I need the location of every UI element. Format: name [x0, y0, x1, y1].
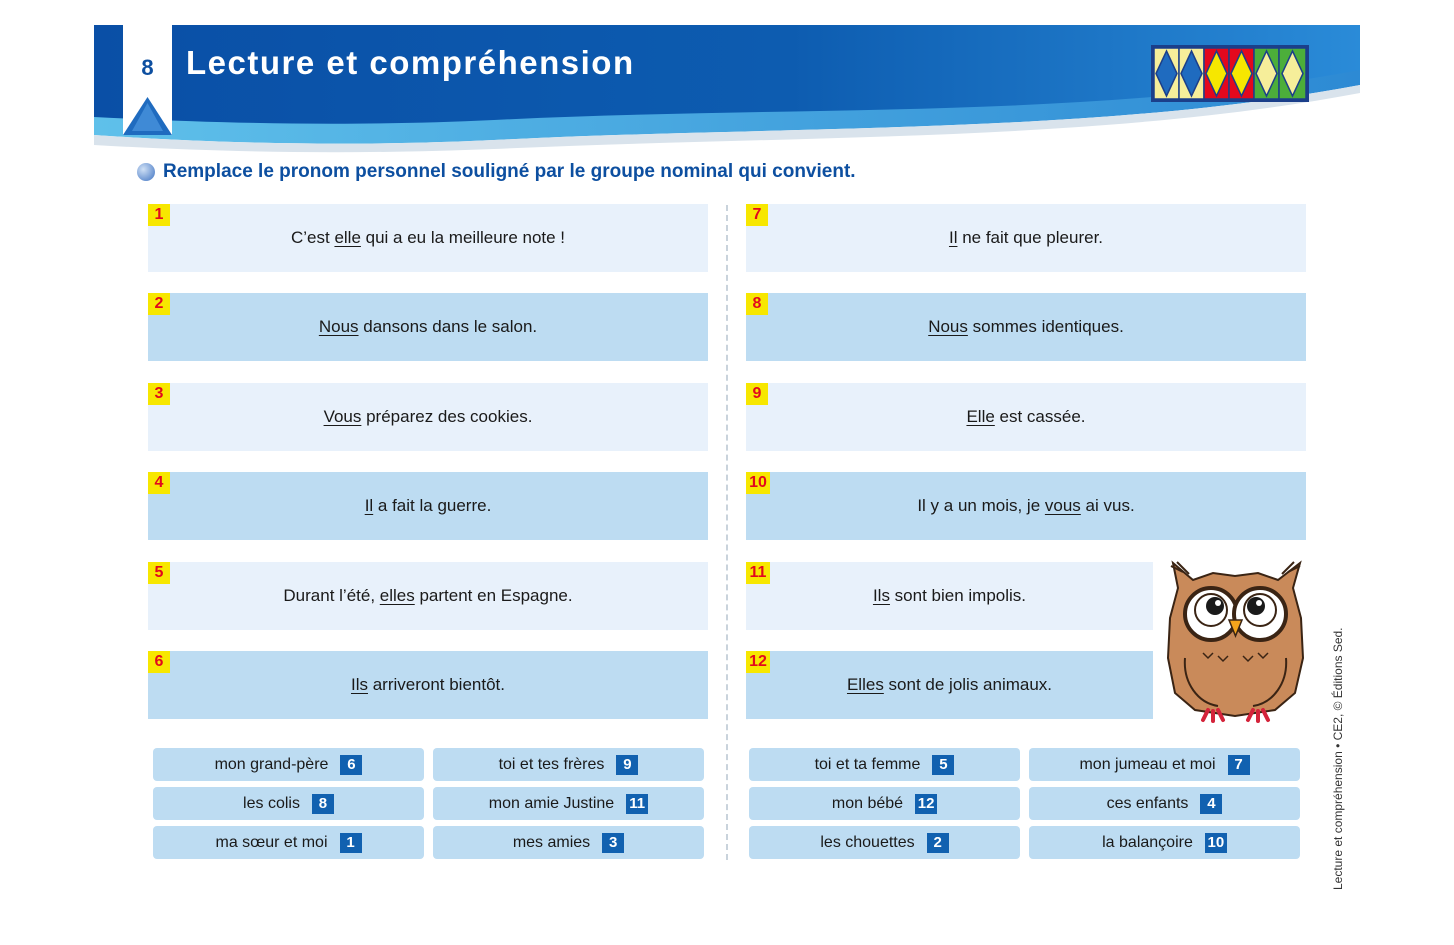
sentence-number: 12 — [746, 651, 770, 673]
owl-icon — [1163, 558, 1308, 723]
instruction-text: Remplace le pronom personnel souligné par le groupe nominal qui convient. — [163, 161, 856, 182]
sentence-number: 11 — [746, 562, 770, 584]
sentence-number: 2 — [148, 293, 170, 315]
pattern-logo-icon — [1151, 45, 1309, 102]
sentence-card — [746, 204, 1306, 272]
sentence-card — [148, 562, 708, 630]
underlined-pronoun: Il — [948, 228, 958, 247]
column-divider — [726, 205, 728, 860]
answer-label: toi et tes frères — [498, 755, 605, 773]
page-number-tab — [123, 25, 172, 135]
underlined-pronoun: vous — [1044, 496, 1081, 515]
answer-label: mon amie Justine — [488, 794, 615, 812]
sentence-number: 10 — [746, 472, 770, 494]
answer-chip — [1029, 748, 1300, 781]
sentence-card — [746, 562, 1153, 630]
answer-chip — [749, 787, 1020, 820]
underlined-pronoun: Ils — [872, 586, 890, 605]
answer-number: 7 — [1228, 755, 1250, 775]
answer-label: mon bébé — [831, 794, 904, 812]
underlined-pronoun: Il — [364, 496, 374, 515]
answer-number: 6 — [340, 755, 362, 775]
answer-label: mon jumeau et moi — [1079, 755, 1216, 773]
answer-chip — [153, 826, 424, 859]
answer-number: 9 — [616, 755, 638, 775]
answer-label: mes amies — [512, 833, 591, 851]
sentence-number: 3 — [148, 383, 170, 405]
sentence-card — [746, 472, 1306, 540]
answer-number: 1 — [340, 833, 362, 853]
answer-number: 8 — [312, 794, 334, 814]
answer-label: ma sœur et moi — [215, 833, 328, 851]
answer-chip — [1029, 826, 1300, 859]
sentence-card — [148, 383, 708, 451]
answer-number: 5 — [932, 755, 954, 775]
sentence-card — [148, 472, 708, 540]
answer-label: ces enfants — [1106, 794, 1189, 812]
underlined-pronoun: elles — [379, 586, 415, 605]
answer-number: 10 — [1205, 833, 1227, 853]
answer-number: 4 — [1200, 794, 1222, 814]
sentence-number: 8 — [746, 293, 768, 315]
sentence-card — [746, 293, 1306, 361]
sentence-card — [148, 204, 708, 272]
answer-chip — [433, 787, 704, 820]
sentence-card — [746, 651, 1153, 719]
sentence-text: Durant l’été, elles partent en Espagne. — [283, 586, 573, 605]
sentence-text: Elles sont de jolis animaux. — [846, 675, 1053, 694]
sentence-text: C’est elle qui a eu la meilleure note ! — [290, 228, 566, 247]
underlined-pronoun: Vous — [323, 407, 362, 426]
sentence-number: 4 — [148, 472, 170, 494]
sentence-number: 6 — [148, 651, 170, 673]
copyright-credit: Lecture et compréhension • CE2, © Éditions Sed. — [1331, 627, 1345, 890]
sentence-text: Vous préparez des cookies. — [323, 407, 533, 426]
bullet-icon — [137, 163, 155, 181]
sentence-text: Il ne fait que pleurer. — [948, 228, 1104, 247]
answer-number: 3 — [602, 833, 624, 853]
answer-label: toi et ta femme — [814, 755, 921, 773]
sentence-card — [148, 651, 708, 719]
sentence-text: Il a fait la guerre. — [364, 496, 492, 515]
sentence-text: Nous sommes identiques. — [928, 317, 1124, 336]
sentence-number: 1 — [148, 204, 170, 226]
answer-chip — [749, 826, 1020, 859]
answer-label: les colis — [243, 794, 300, 812]
underlined-pronoun: Nous — [318, 317, 359, 336]
sentence-number: 5 — [148, 562, 170, 584]
underlined-pronoun: Elle — [966, 407, 995, 426]
sentence-text: Il y a un mois, je vous ai vus. — [917, 496, 1135, 515]
answer-chip — [749, 748, 1020, 781]
sentence-card — [148, 293, 708, 361]
triangle-icon — [123, 97, 172, 135]
answer-label: la balançoire — [1102, 833, 1193, 851]
answer-chip — [153, 748, 424, 781]
sentence-text: Ils arriveront bientôt. — [350, 675, 505, 694]
answer-number: 2 — [927, 833, 949, 853]
answer-chip — [433, 826, 704, 859]
exercise-instruction — [137, 161, 856, 183]
sentence-number: 7 — [746, 204, 768, 226]
underlined-pronoun: elle — [334, 228, 361, 247]
underlined-pronoun: Elles — [846, 675, 884, 694]
page-number: 8 — [141, 55, 154, 80]
answer-chip — [1029, 787, 1300, 820]
answer-chip — [433, 748, 704, 781]
answer-label: mon grand-père — [214, 755, 329, 773]
underlined-pronoun: Ils — [350, 675, 368, 694]
sentence-text: Nous dansons dans le salon. — [318, 317, 538, 336]
page-title: Lecture et compréhension — [186, 44, 635, 81]
sentence-text: Ils sont bien impolis. — [872, 586, 1027, 605]
sentence-number: 9 — [746, 383, 768, 405]
answer-chip — [153, 787, 424, 820]
sentence-card — [746, 383, 1306, 451]
answer-number: 12 — [915, 794, 937, 814]
sentence-text: Elle est cassée. — [966, 407, 1086, 426]
underlined-pronoun: Nous — [928, 317, 968, 336]
answer-label: les chouettes — [820, 833, 915, 851]
answer-number: 11 — [626, 794, 648, 814]
